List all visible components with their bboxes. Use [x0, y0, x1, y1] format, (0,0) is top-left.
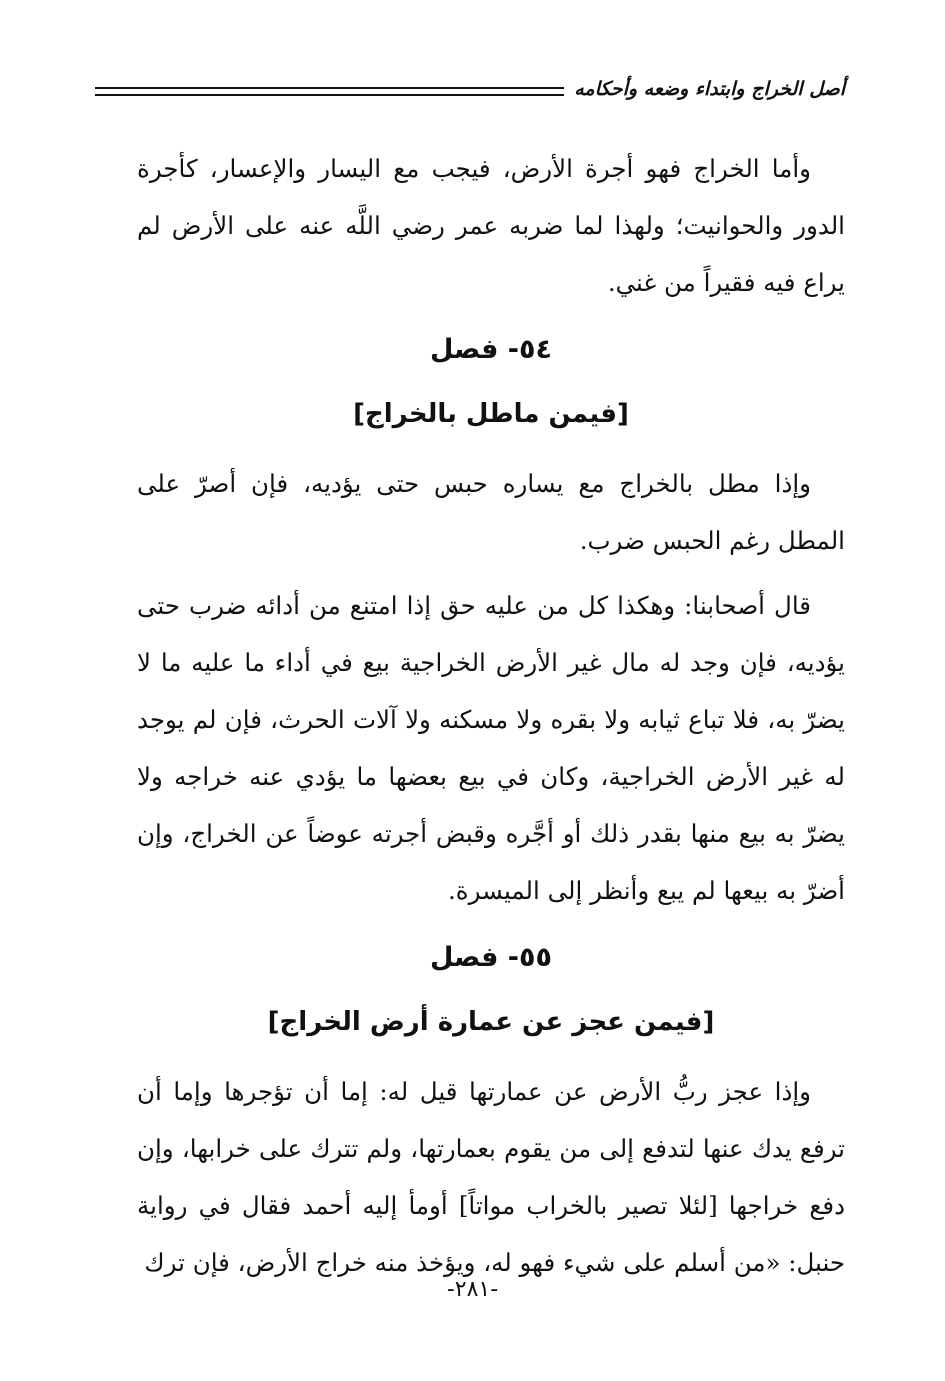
- section-55-number: ٥٥- فصل: [430, 942, 552, 973]
- running-header: [95, 74, 845, 104]
- section-54-title: [فيمن ماطل بالخراج]: [353, 399, 629, 429]
- paragraph-intro: وأما الخراج فهو أجرة الأرض، فيجب مع اليسار والإعسار، كأجرة الدور والحوانيت؛ ولهذا لما ضربه عمر رضي اللَّه عنه على الأرض لم يراع فيه فقيراً من غني.: [137, 154, 845, 297]
- section-54-number: ٥٤- فصل: [430, 334, 552, 365]
- page-number: -٢٨١-: [446, 1277, 499, 1302]
- section-55-paragraph-1: وإذا عجز ربُّ الأرض عن عمارتها قيل له: إما أن تؤجرها وإما أن ترفع يدك عنها لتدفع إلى من يقوم بعمارتها، ولم تترك على خرابها، وإن دفع خراجها [لئلا تصير بالخراب مواتاً] أومأ إليه أحمد فقال في رواية حنبل: «من أسلم على شيء فهو له، ويؤخذ منه خراج الأرض، فإن ترك: [137, 1077, 845, 1277]
- body-text: [137, 140, 845, 1291]
- section-54-paragraph-2: قال أصحابنا: وهكذا كل من عليه حق إذا امتنع من أدائه ضرب حتى يؤديه، فإن وجد له مال غير الأرض الخراجية بيع في أداء ما عليه ما لا يضرّ به، فلا تباع ثيابه ولا بقره ولا مسكنه ولا آلات الحرث، فإن لم يوجد له غير الأرض الخراجية، وكان في بيع بعضها ما يؤدي عنه خراجه ولا يضرّ به بيع منها بقدر ذلك أو أجَّره وقبض أجرته عوضاً عن الخراج، وإن أضرّ به بيعها لم يبع وأنظر إلى الميسرة.: [137, 591, 845, 905]
- section-54-paragraph-1: وإذا مطل بالخراج مع يساره حبس حتى يؤديه، فإن أصرّ على المطل رغم الحبس ضرب.: [137, 469, 845, 555]
- header-double-rule: [95, 87, 564, 96]
- section-55-title: [فيمن عجز عن عمارة أرض الخراج]: [267, 1007, 715, 1037]
- running-header-title: أصل الخراج وابتداء وضعه وأحكامه: [574, 78, 845, 100]
